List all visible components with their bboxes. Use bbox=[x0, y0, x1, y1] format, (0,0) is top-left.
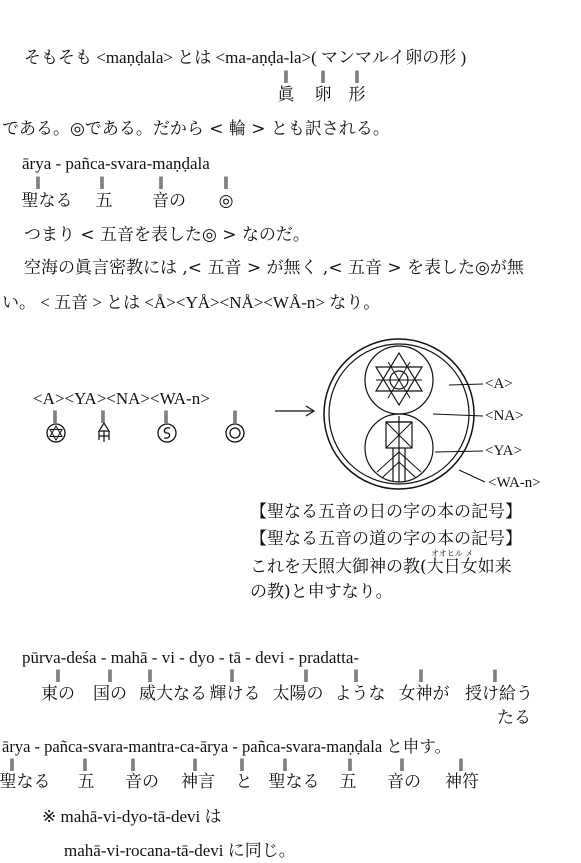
ruby-word bbox=[426, 549, 478, 577]
gloss-mark: ‖ bbox=[418, 668, 424, 682]
gloss-mark: ‖ bbox=[147, 668, 153, 682]
caption-line-3a: これを天照大御神の教( bbox=[250, 557, 427, 577]
gloss-mark: ‖ bbox=[82, 757, 88, 771]
text-line-4a: 空海の眞言密教には ,< 五音 > が無く ,< 五音 > を表した◎が無 bbox=[24, 258, 524, 278]
gloss-word: 女神が bbox=[398, 684, 450, 704]
gloss-mark: ‖ bbox=[229, 668, 235, 682]
gloss-mark: ‖ bbox=[232, 409, 238, 423]
diagram-label-a: <A> bbox=[485, 376, 513, 392]
gloss-word: 授け給う bbox=[465, 684, 533, 704]
ya-symbol-icon bbox=[99, 423, 109, 442]
gloss-mark: ‖ bbox=[9, 757, 15, 771]
gloss-word: 国の bbox=[93, 684, 127, 704]
note-line-1: ※ mahā-vi-dyo-tā-devi は bbox=[42, 807, 222, 826]
caption-line-1: 【聖なる五音の日の字の本の記号】 bbox=[250, 502, 522, 522]
gloss-word: ◎ bbox=[218, 191, 234, 211]
caption-line-2: 【聖なる五音の道の字の本の記号】 bbox=[250, 529, 522, 549]
gloss-word: 五 bbox=[339, 772, 357, 792]
gloss-mark: ‖ bbox=[55, 668, 61, 682]
gloss-tail: たる bbox=[497, 708, 531, 728]
gloss-word: 五 bbox=[95, 191, 113, 211]
gloss-word: 聖なる bbox=[21, 191, 73, 211]
gloss-mark: ‖ bbox=[163, 409, 169, 423]
caption-line-3b: 如来 bbox=[477, 557, 512, 577]
gloss-mark: ‖ bbox=[458, 757, 464, 771]
wan-symbol-icon bbox=[226, 424, 244, 442]
gloss-word: 音の bbox=[125, 772, 159, 792]
sanskrit-line-3: ārya - pañca-svara-mantra-ca-ārya - pañca-svara-maṇḍala と申す。 bbox=[2, 737, 451, 756]
gloss-mark: ‖ bbox=[107, 668, 113, 682]
gloss-mark: ‖ bbox=[223, 175, 229, 189]
gloss-mark: ‖ bbox=[158, 175, 164, 189]
sanskrit-line-1: ārya - pañca-svara-maṇḍala bbox=[22, 154, 210, 173]
gloss-mark: ‖ bbox=[99, 175, 105, 189]
gloss-word: と bbox=[235, 772, 253, 792]
gloss-word: 音の bbox=[152, 191, 186, 211]
gloss-mark: ‖ bbox=[303, 668, 309, 682]
gloss-mark: ‖ bbox=[239, 757, 245, 771]
gloss-word: 太陽の bbox=[272, 684, 324, 704]
gloss-mark: ‖ bbox=[130, 757, 136, 771]
mandala-diagram-icon bbox=[324, 339, 485, 489]
caption-line-3 bbox=[250, 549, 512, 577]
gloss-word: 東の bbox=[41, 684, 75, 704]
a-symbol-icon bbox=[47, 424, 65, 442]
diagram-label-ya: <YA> bbox=[485, 443, 522, 459]
gloss-mark: ‖ bbox=[35, 175, 41, 189]
gloss-word: 眞 bbox=[277, 85, 295, 105]
gloss-word: 五 bbox=[77, 772, 95, 792]
gloss-mark: ‖ bbox=[492, 668, 498, 682]
ruby-text: オオヒル メ bbox=[430, 549, 474, 558]
gloss-word: 神言 bbox=[181, 772, 215, 792]
gloss-word: 聖なる bbox=[0, 772, 51, 792]
gloss-mark: ‖ bbox=[399, 757, 405, 771]
gloss-mark: ‖ bbox=[320, 69, 326, 83]
sanskrit-line-2: pūrva-deśa - mahā - vi - dyo - tā - devi - pradatta- bbox=[22, 648, 360, 667]
caption-line-4: の教)と申すなり。 bbox=[250, 582, 393, 602]
symbols-row-label: <A><YA><NA><WA-n> bbox=[33, 389, 210, 408]
right-arrow-icon bbox=[275, 406, 314, 416]
diagram-label-wan: <WA-n> bbox=[488, 475, 541, 491]
gloss-mark: ‖ bbox=[347, 757, 353, 771]
ruby-base: 大日女 bbox=[426, 557, 478, 577]
diagram-label-na: <NA> bbox=[485, 408, 524, 424]
text-line-4b: い。 < 五音 > とは <Å><YÅ><NÅ><WÅ-n> なり。 bbox=[2, 293, 381, 312]
gloss-mark: ‖ bbox=[52, 409, 58, 423]
note-line-2: mahā-vi-rocana-tā-devi に同じ。 bbox=[64, 841, 296, 860]
gloss-mark: ‖ bbox=[283, 69, 289, 83]
gloss-word: 卵 bbox=[314, 85, 332, 105]
gloss-word: 神符 bbox=[445, 772, 479, 792]
gloss-word: ような bbox=[334, 684, 386, 704]
na-symbol-icon bbox=[158, 424, 176, 442]
gloss-word: 輝ける bbox=[209, 684, 261, 704]
gloss-word: 形 bbox=[348, 85, 366, 105]
gloss-mark: ‖ bbox=[282, 757, 288, 771]
gloss-mark: ‖ bbox=[354, 69, 360, 83]
gloss-mark: ‖ bbox=[192, 757, 198, 771]
gloss-word: 聖なる bbox=[268, 772, 320, 792]
text-line-3: つまり < 五音を表した◎ > なのだ。 bbox=[24, 225, 310, 245]
gloss-mark: ‖ bbox=[353, 668, 359, 682]
gloss-word: 音の bbox=[387, 772, 421, 792]
text-line-2: である。◎である。だから < 輪 > とも訳される。 bbox=[2, 119, 390, 139]
gloss-word: 威大なる bbox=[139, 684, 207, 704]
gloss-mark: ‖ bbox=[100, 409, 106, 423]
text-line-1: そもそも <maṇḍala> とは <ma-aṇḍa-la>( マンマルイ卵の形 ) bbox=[24, 48, 467, 67]
